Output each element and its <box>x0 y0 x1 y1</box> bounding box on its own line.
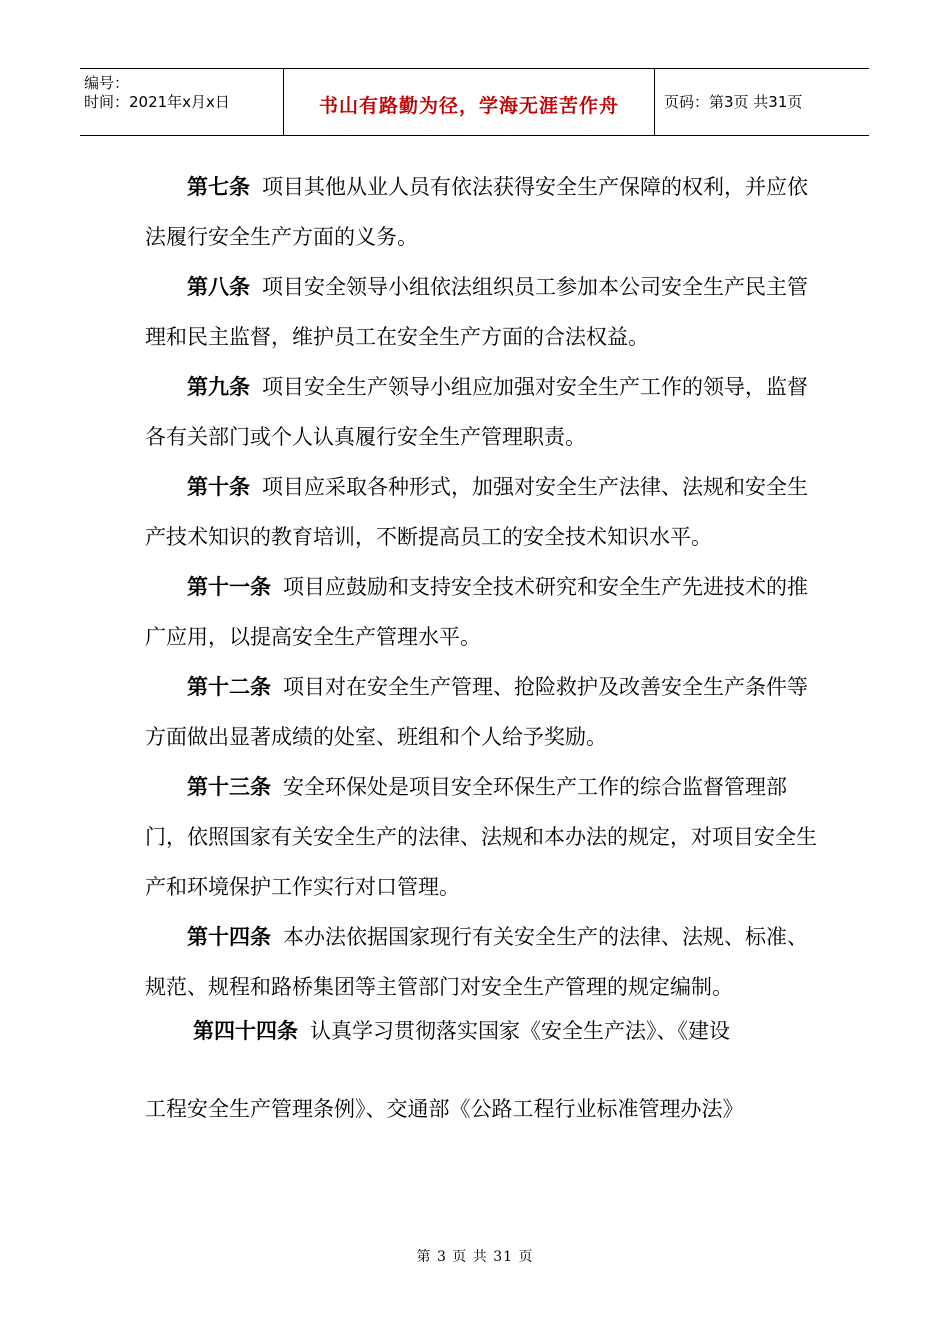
article-text: 项目安全生产领导小组应加强对安全生产工作的领导，监督各有关部门或个人认真履行安全生产管理职责。 <box>145 375 808 449</box>
article-text: 项目应鼓励和支持安全技术研究和安全生产先进技术的推广应用，以提高安全生产管理水平。 <box>145 575 808 649</box>
article-text: 安全环保处是项目安全环保生产工作的综合监督管理部门，依照国家有关安全生产的法律、法规和本办法的规定，对项目安全生产和环境保护工作实行对口管理。 <box>145 775 817 899</box>
header-motto: 书山有路勤为径，学海无涯苦作舟 <box>318 95 619 117</box>
article-text: 项目安全领导小组依法组织员工参加本公司安全生产民主管理和民主监督，维护员工在安全生产方面的合法权益。 <box>145 275 808 349</box>
article-number: 第八条 <box>187 275 250 299</box>
article-text: 本办法依据国家现行有关安全生产的法律、法规、标准、规范、规程和路桥集团等主管部门对安全生产管理的规定编制。 <box>145 925 808 999</box>
article-paragraph <box>145 162 817 262</box>
final-article-number: 第四十四条 <box>193 1019 298 1043</box>
article-text: 项目对在安全生产管理、抢险救护及改善安全生产条件等方面做出显著成绩的处室、班组和个人给予奖励。 <box>145 675 808 749</box>
article-paragraph <box>145 662 817 762</box>
article-paragraph <box>145 562 817 662</box>
article-text: 项目应采取各种形式，加强对安全生产法律、法规和安全生产技术知识的教育培训，不断提高员工的安全技术知识水平。 <box>145 475 808 549</box>
document-time-label: 时间：2021年x月x日 <box>84 93 230 111</box>
final-article-line-2 <box>145 1094 825 1124</box>
article-number: 第十条 <box>187 475 250 499</box>
header-meta-cell <box>80 69 284 135</box>
article-list <box>145 162 817 1012</box>
article-number: 第十二条 <box>187 675 271 699</box>
article-paragraph <box>145 362 817 462</box>
article-text: 项目其他从业人员有依法获得安全生产保障的权利，并应依法履行安全生产方面的义务。 <box>145 175 808 249</box>
document-number-label: 编号： <box>84 74 130 92</box>
header-motto-cell <box>284 69 655 135</box>
article-number: 第十四条 <box>187 925 271 949</box>
header-page-cell <box>655 69 869 135</box>
article-number: 第十一条 <box>187 575 271 599</box>
article-number: 第七条 <box>187 175 250 199</box>
article-paragraph <box>145 462 817 562</box>
article-paragraph <box>145 762 817 912</box>
page-header <box>80 68 869 136</box>
page-footer: 第 3 页 共 31 页 <box>416 1249 534 1265</box>
final-article-text-2: 工程安全生产管理条例》、交通部《公路工程行业标准管理办法》 <box>145 1097 744 1121</box>
article-paragraph <box>145 262 817 362</box>
final-article-text-1: 认真学习贯彻落实国家《安全生产法》、《建设 <box>310 1019 730 1043</box>
article-number: 第九条 <box>187 375 250 399</box>
article-number: 第十三条 <box>187 775 271 799</box>
header-page-info: 页码：第3页 共31页 <box>664 93 803 111</box>
final-article-line-1 <box>145 1016 873 1046</box>
article-paragraph <box>145 912 817 1012</box>
